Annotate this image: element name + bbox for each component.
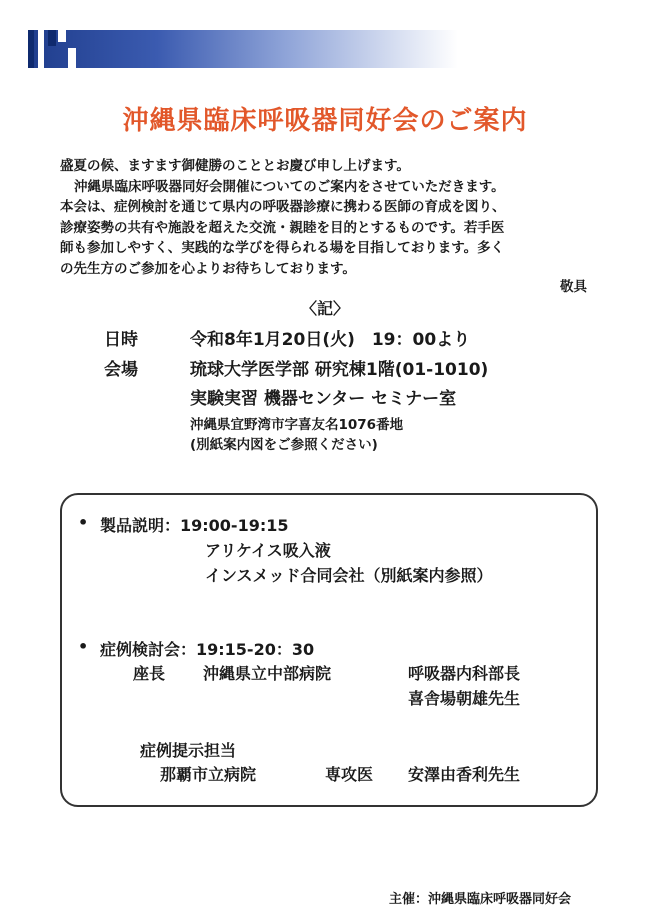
datetime-value: 令和8年1月20日(火) 19：00より xyxy=(190,330,471,350)
product-name: アリケイス吸入液 xyxy=(205,541,331,560)
intro-line: 診療姿勢の共有や施設を超えた交流・親睦を目的とするものです。若手医 xyxy=(60,219,505,236)
presenter-label: 症例提示担当 xyxy=(140,741,237,760)
chair-dept: 呼吸器内科部長 xyxy=(408,664,521,683)
intro-text xyxy=(60,156,600,279)
organizer-footer: 主催：沖縄県臨床呼吸器同好会 xyxy=(389,892,572,907)
chair-name: 喜舎場朝雄先生 xyxy=(408,689,521,708)
closing-keigu: 敬具 xyxy=(560,279,587,295)
venue-label: 会場 xyxy=(104,360,138,380)
chair-label: 座長 xyxy=(133,664,166,683)
product-company: インスメッド合同会社（別紙案内参照） xyxy=(205,566,493,585)
chair-hospital: 沖縄県立中部病院 xyxy=(203,664,332,683)
bullet-case: • xyxy=(78,637,89,656)
intro-line: 師も参加しやすく、実践的な学びを得られる場を目指しております。多く xyxy=(60,240,505,256)
datetime-label: 日時 xyxy=(104,330,138,350)
intro-line: 本会は、症例検討を通じて県内の呼吸器診療に携わる医師の育成を図り、 xyxy=(60,199,506,215)
case-heading: 症例検討会：19:15-20：30 xyxy=(100,640,315,659)
venue-line-2: 実験実習 機器センター セミナー室 xyxy=(190,389,457,409)
bullet-product: • xyxy=(78,513,89,532)
intro-line: の先生方のご参加を心よりお待ちしております。 xyxy=(60,260,356,277)
venue-address: 沖縄県宜野湾市字喜友名1076番地 xyxy=(190,417,404,433)
intro-line: 沖縄県臨床呼吸器同好会開催についてのご案内をさせていただきます。 xyxy=(74,178,505,195)
venue-line-1: 琉球大学医学部 研究棟1階(01-1010) xyxy=(190,360,489,380)
intro-line: 盛夏の候、ますます御健勝のこととお慶び申し上げます。 xyxy=(60,158,410,174)
ki-heading: 〈記〉 xyxy=(300,299,349,318)
header-banner xyxy=(28,30,458,68)
page-title: 沖縄県臨床呼吸器同好会のご案内 xyxy=(122,106,528,136)
presenter-hospital: 那覇市立病院 xyxy=(160,765,257,784)
presenter-role: 専攻医 xyxy=(325,765,374,784)
presenter-name: 安澤由香利先生 xyxy=(408,765,521,784)
product-heading: 製品説明：19:00-19:15 xyxy=(100,516,289,535)
map-note: (別紙案内図をご参照ください) xyxy=(190,437,378,453)
